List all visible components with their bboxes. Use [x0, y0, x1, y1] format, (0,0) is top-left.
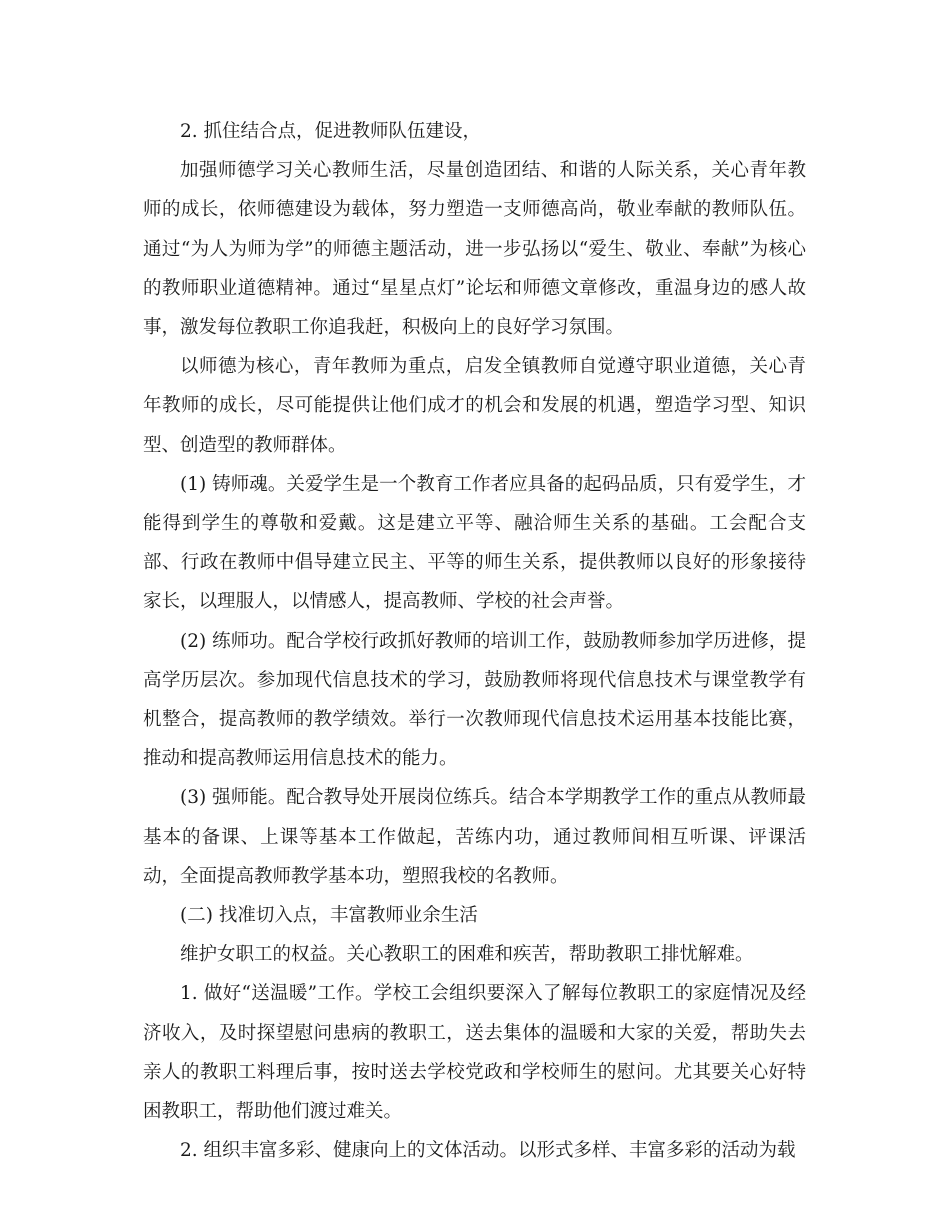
paragraph-teacher-ethics: 加强师德学习关心教师生活，尽量创造团结、和谐的人际关系，关心青年教师的成长，依师德建设为载体，努力塑造一支师德高尚，敬业奉献的教师队伍。通过“为人为师为学”的师德主题活动，进一步弘扬以“爱生、敬业、奉献”为核心的教师职业道德精神。通过“星星点灯”论坛和师德文章修改，重温身边的感人故事，激发每位教职工你追我赶，积极向上的良好学习氛围。: [143, 160, 806, 339]
paragraph-item-2-skill: (2) 练师功。配合学校行政抓好教师的培训工作，鼓励教师参加学历进修，提高学历层次。参加现代信息技术的学习，鼓励教师将现代信息技术与课堂教学有机整合，提高教师的教学绩效。举行一次教师现代信息技术运用基本技能比赛，推动和提高教师运用信息技术的能力。: [143, 630, 806, 770]
paragraph-item-1-soul: (1) 铸师魂。关爱学生是一个教育工作者应具备的起码品质，只有爱学生，才能得到学生的尊敬和爱戴。这是建立平等、融洽师生关系的基础。工会配合支部、行政在教师中倡导建立民主、平等的师生关系，提供教师以良好的形象接待家长，以理服人，以情感人，提高教师、学校的社会声誉。: [143, 473, 806, 613]
paragraph-warmth-work: 1. 做好“送温暖”工作。学校工会组织要深入了解每位教职工的家庭情况及经济收入，及时探望慰问患病的教职工，送去集体的温暖和大家的关爱，帮助失去亲人的教职工料理后事，按时送去学校党政和学校师生的慰问。尤其要关心好特困教职工，帮助他们渡过难关。: [143, 983, 806, 1123]
paragraph-heading-2: 2. 抓住结合点，促进教师队伍建设，: [180, 121, 482, 142]
paragraph-ethics-core: 以师德为核心，青年教师为重点，启发全镇教师自觉遵守职业道德，关心青年教师的成长，尽可能提供让他们成才的机会和发展的机遇，塑造学习型、知识型、创造型的教师群体。: [143, 356, 806, 456]
document-body: [143, 112, 806, 1170]
paragraph-item-3-ability: (3) 强师能。配合教导处开展岗位练兵。结合本学期教学工作的重点从教师最基本的备课、上课等基本工作做起，苦练内功，通过教师间相互听课、评课活动，全面提高教师教学基本功，塑照我校的名教师。: [143, 787, 806, 887]
paragraph-cultural-activities: 2. 组织丰富多彩、健康向上的文体活动。以形式多样、丰富多彩的活动为载: [180, 1140, 796, 1162]
paragraph-women-rights: 维护女职工的权益。关心教职工的困难和疾苦，帮助教职工排忧解难。: [180, 944, 754, 966]
paragraph-section-2-heading: (二) 找准切入点，丰富教师业余生活: [180, 905, 478, 927]
